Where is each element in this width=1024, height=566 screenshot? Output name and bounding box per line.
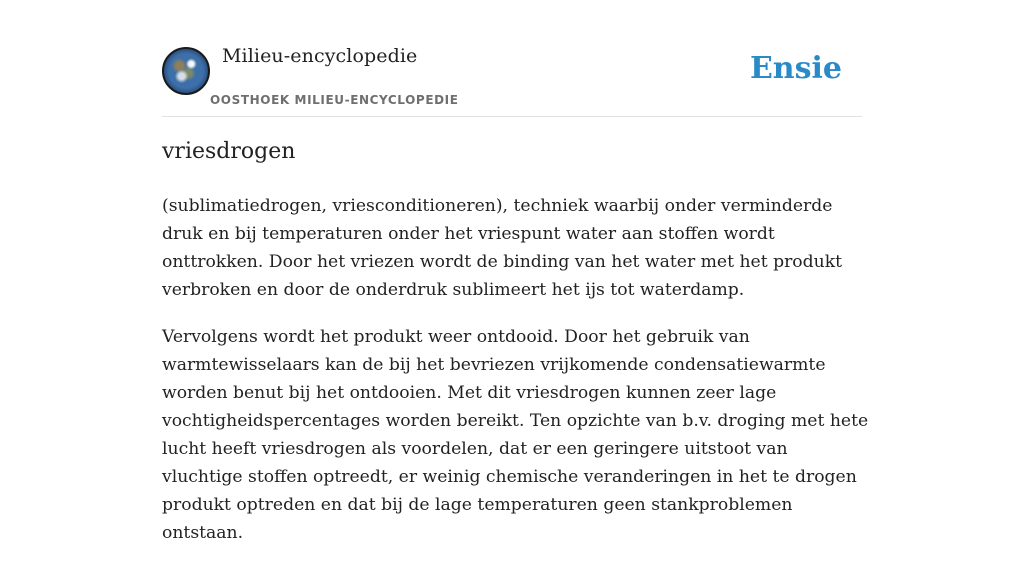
article-paragraph: Vervolgens wordt het produkt weer ontdooid. Door het gebruik van warmtewisselaars kan de bij het bevriezen vrijkomende condensatiewarmte worden benut bij het ontdooien. Met dit vriesdrogen kunnen zeer lage vochtigheidspercentages worden bereikt. Ten opzichte van b.v. droging met hete lucht heeft vriesdrogen als voordelen, dat er een geringere uitstoot van vluchtige stoffen optreedt, er weinig chemische veranderingen in het te drogen produkt optreden en dat bij de lage temperaturen geen stankproblemen ontstaan. [162, 327, 869, 543]
ensie-brand-link[interactable]: Ensie [749, 51, 842, 86]
content-container [162, 0, 869, 543]
earth-globe-icon[interactable] [162, 47, 210, 95]
site-subtitle[interactable]: OOSTHOEK MILIEU-ENCYCLOPEDIE [210, 93, 459, 107]
article-paragraph: (sublimatiedrogen, vriesconditioneren), techniek waarbij onder verminderde druk en bij temperaturen onder het vriespunt water aan stoffen wordt onttrokken. Door het vriezen wordt de binding van het water met het produkt verbroken en door de onderdruk sublimeert het ijs tot waterdamp. [162, 196, 843, 300]
page-title: vriesdrogen [162, 139, 296, 164]
article-body [162, 192, 872, 566]
site-name[interactable]: Milieu-encyclopedie [222, 45, 418, 67]
site-header [162, 0, 862, 117]
